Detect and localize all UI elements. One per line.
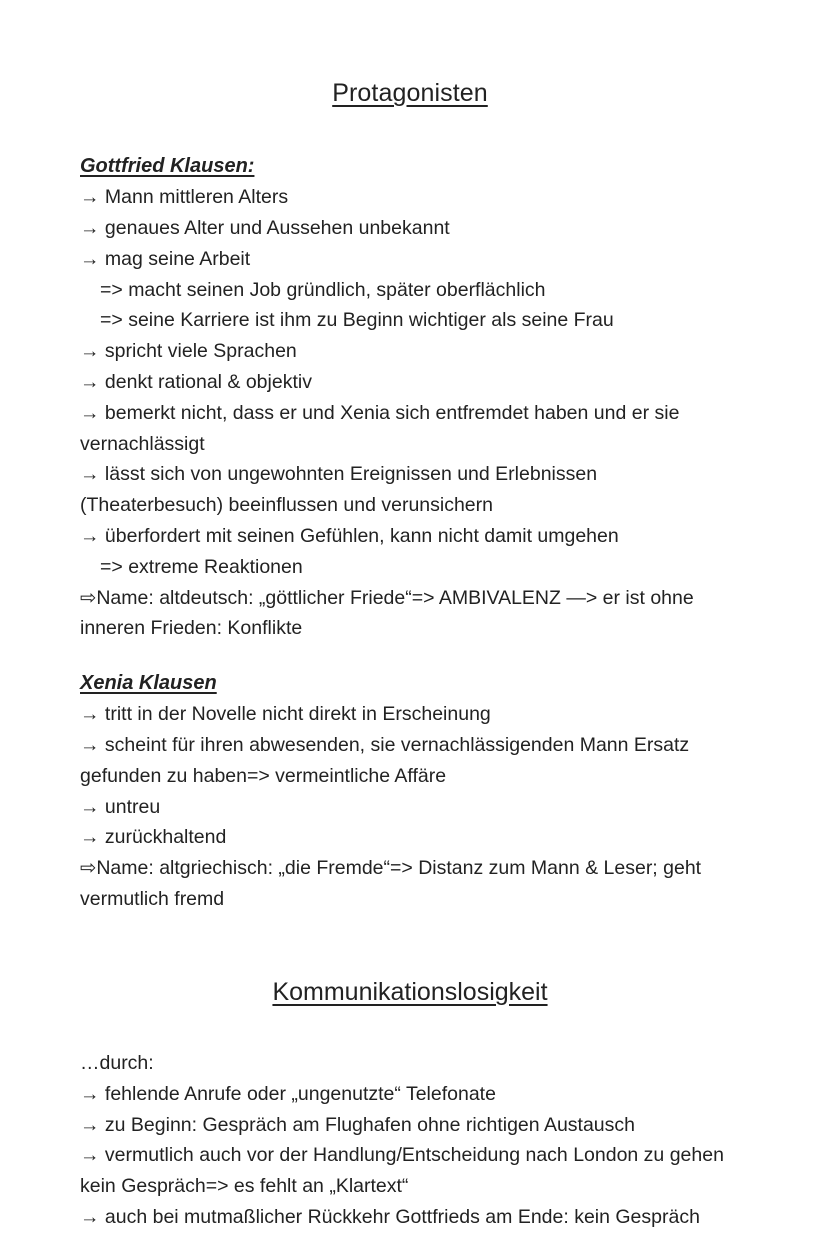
list-item: → vermutlich auch vor der Handlung/Entscheidung nach London zu gehen kein Gespräch=> es fehlt an „Klartext“ [80,1144,730,1198]
section-title-kommunikation [80,977,740,1008]
section-xenia-lines [80,699,740,915]
section-title-kommunikation-text: Kommunikationslosigkeit [272,977,548,1006]
list-item: → mag seine Arbeit [80,247,251,270]
list-item: ⇨Name: altdeutsch: „göttlicher Friede“=> AMBIVALENZ —> er ist ohne inneren Frieden: Konflikte [80,586,700,640]
list-item: => macht seinen Job gründlich, später oberflächlich [100,278,546,301]
list-item: => extreme Reaktionen [100,555,303,578]
section-xenia [80,670,740,915]
section-spacer [80,644,740,670]
list-item: → zurückhaltend [80,826,227,849]
list-item: => seine Karriere ist ihm zu Beginn wichtiger als seine Frau [100,309,614,332]
page-title [80,78,740,109]
list-item: → genaues Alter und Aussehen unbekannt [80,217,450,240]
section-gottfried-lines [80,182,740,644]
list-item: ⇨Name: altgriechisch: „die Fremde“=> Distanz zum Mann & Leser; geht vermutlich fremd [80,857,707,910]
list-item: → bemerkt nicht, dass er und Xenia sich entfremdet haben und er sie vernachlässigt [80,401,685,455]
list-item: → zu Beginn: Gespräch am Flughafen ohne richtigen Austausch [80,1113,635,1136]
section-gottfried [80,153,740,644]
list-item: → fehlende Anrufe oder „ungenutzte“ Telefonate [80,1082,496,1105]
section-kommunikation-lines [80,1048,740,1233]
section-heading-gottfried [80,153,740,180]
list-item: → denkt rational & objektiv [80,371,312,394]
list-item: → scheint für ihren abwesenden, sie vernachlässigenden Mann Ersatz gefunden zu haben=> vermeintliche Affäre [80,734,695,787]
page-title-text: Protagonisten [332,79,488,107]
list-item: → untreu [80,795,161,818]
list-item: → tritt in der Novelle nicht direkt in Erscheinung [80,703,491,726]
section-heading-xenia [80,670,740,697]
list-item: → Mann mittleren Alters [80,186,289,209]
list-item: → auch bei mutmaßlicher Rückkehr Gottfrieds am Ende: kein Gespräch [80,1206,700,1229]
intro-line: …durch: [80,1052,154,1075]
section-heading-gottfried-text: Gottfried Klausen: [80,155,255,178]
list-item: → spricht viele Sprachen [80,340,297,363]
section-heading-xenia-text: Xenia Klausen [80,672,217,695]
section-spacer-large [80,915,740,977]
list-item: → überfordert mit seinen Gefühlen, kann nicht damit umgehen [80,525,619,548]
section-kommunikation [80,1048,740,1233]
list-item: → lässt sich von ungewohnten Ereignissen und Erlebnissen (Theaterbesuch) beeinflussen und verunsichern [80,463,603,517]
